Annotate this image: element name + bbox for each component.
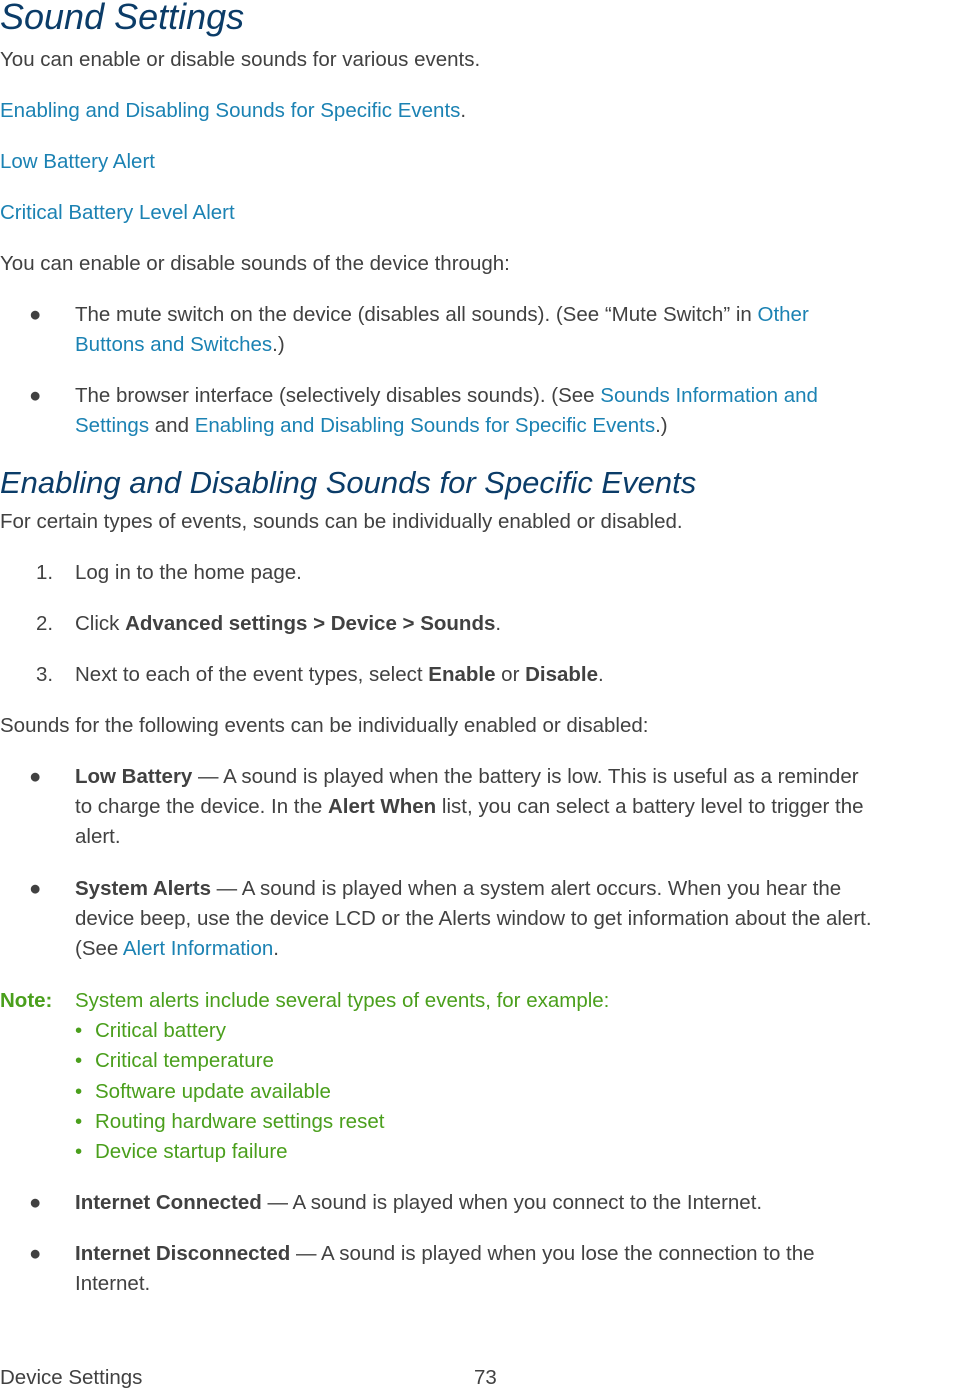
bullet-icon: ● <box>29 877 42 900</box>
method-mute-switch <box>75 300 809 360</box>
through-text: You can enable or disable sounds of the device through: <box>0 252 510 275</box>
method-text-mid: and <box>149 414 195 437</box>
step-number: 3. <box>36 663 54 686</box>
note-item: Device startup failure <box>95 1140 288 1163</box>
link-sounds-information-and-settings[interactable]: Sounds Information and <box>600 384 818 407</box>
sub-bullet-icon: • <box>75 1049 83 1072</box>
footer-section-name: Device Settings <box>0 1366 143 1389</box>
link-enabling-disabling-sounds-2[interactable]: Enabling and Disabling Sounds for Specific Events <box>194 414 656 437</box>
sub-bullet-icon: • <box>75 1140 83 1163</box>
section-intro: For certain types of events, sounds can be individually enabled or disabled. <box>0 510 683 533</box>
note-item: Critical battery <box>95 1019 227 1042</box>
link-alert-information[interactable]: Alert Information <box>122 937 274 960</box>
event-internet-disconnected: Internet Disconnected — A sound is played when you lose the connection to the Internet. <box>75 1242 815 1295</box>
step-text: Log in to the home page. <box>75 561 302 584</box>
note-item: Critical temperature <box>95 1049 274 1072</box>
bullet-icon: ● <box>29 384 42 407</box>
note-text: System alerts include several types of events, for example: <box>75 989 610 1012</box>
note-item: Software update available <box>95 1080 331 1103</box>
event-title: System Alerts <box>75 877 211 900</box>
link-buttons-and-switches[interactable]: Buttons and Switches <box>75 333 273 356</box>
note-item: Routing hardware settings reset <box>95 1110 385 1133</box>
method-browser-interface <box>75 381 818 441</box>
bullet-icon: ● <box>29 1242 42 1265</box>
method-text-end: .) <box>655 414 668 437</box>
method-text: The browser interface (selectively disables sounds). (See <box>75 384 601 407</box>
event-title: Internet Connected <box>75 1191 262 1214</box>
sub-bullet-icon: • <box>75 1080 83 1103</box>
step-bold: Disable <box>525 663 599 686</box>
event-internet-connected: Internet Connected — A sound is played when you connect to the Internet. <box>75 1191 763 1214</box>
step-bold: Enable <box>428 663 496 686</box>
link-low-battery-alert[interactable]: Low Battery Alert <box>0 150 155 173</box>
bullet-icon: ● <box>29 303 42 326</box>
event-low-battery: Low Battery — A sound is played when the battery is low. This is useful as a reminder to charge the device. In the Alert When list, you can select a battery level to trigger the alert. <box>75 765 864 848</box>
footer-page-number: 73 <box>474 1366 497 1389</box>
step-bold: Advanced settings > Device > Sounds <box>125 612 496 635</box>
step-number: 1. <box>36 561 54 584</box>
link-enabling-disabling-sounds[interactable]: Enabling and Disabling Sounds for Specific Events <box>0 99 461 122</box>
event-system-alerts: System Alerts — A sound is played when a system alert occurs. When you hear the device beep, use the device LCD or the Alerts window to get information about the alert. (See Alert Information. <box>75 877 872 960</box>
intro-text: You can enable or disable sounds for various events. <box>0 48 481 71</box>
alert-when-label: Alert When <box>328 795 437 818</box>
method-text-end: .) <box>272 333 285 356</box>
toc-item-enabling-disabling <box>0 96 466 126</box>
bullet-icon: ● <box>29 1191 42 1214</box>
toc-period: . <box>460 99 467 122</box>
step-number: 2. <box>36 612 54 635</box>
step-text: Click Advanced settings > Device > Sounds. <box>75 612 502 635</box>
link-other[interactable]: Other <box>757 303 809 326</box>
link-settings[interactable]: Settings <box>75 414 150 437</box>
sub-bullet-icon: • <box>75 1110 83 1133</box>
method-text: The mute switch on the device (disables all sounds). (See “Mute Switch” in <box>75 303 758 326</box>
sub-bullet-icon: • <box>75 1019 83 1042</box>
event-title: Internet Disconnected <box>75 1242 291 1265</box>
step-text: Next to each of the event types, select Enable or Disable. <box>75 663 604 686</box>
bullet-icon: ● <box>29 765 42 788</box>
event-title: Low Battery <box>75 765 193 788</box>
section-heading: Enabling and Disabling Sounds for Specific Events <box>0 465 697 500</box>
toc-item-low-battery <box>0 147 155 177</box>
events-intro: Sounds for the following events can be individually enabled or disabled: <box>0 714 649 737</box>
note-label: Note: <box>0 989 53 1012</box>
toc-item-critical-battery <box>0 198 235 228</box>
page-title: Sound Settings <box>0 0 245 37</box>
link-critical-battery-level-alert[interactable]: Critical Battery Level Alert <box>0 201 235 224</box>
